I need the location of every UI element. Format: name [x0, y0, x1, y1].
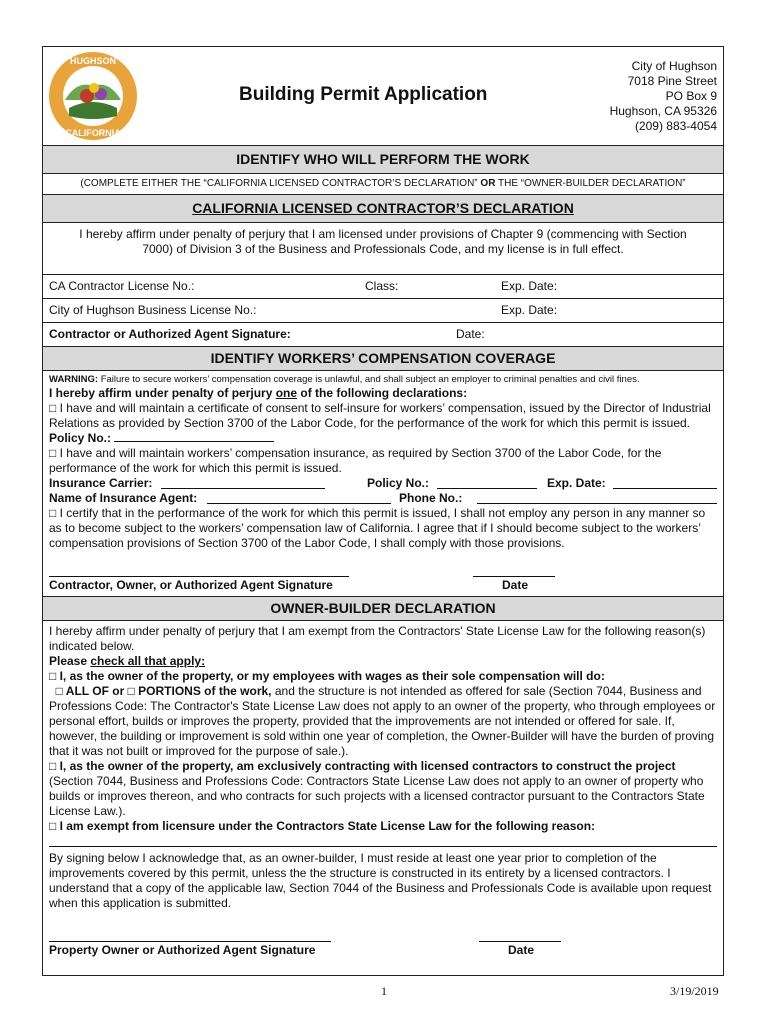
workers-comp-heading: IDENTIFY WORKERS’ COMPENSATION COVERAGE: [43, 347, 723, 371]
owner-affirmation: I hereby affirm under penalty of perjury that I am exempt from the Contractors' State License Law for the following reason(s) indicated below.: [49, 624, 706, 653]
affirm-text: of the following declarations:: [297, 386, 468, 400]
address-line: (209) 883-4054: [634, 119, 717, 133]
owner-builder-heading: OWNER-BUILDER DECLARATION: [43, 597, 723, 621]
contractor-heading: [43, 195, 723, 223]
check-instruction: [49, 654, 717, 669]
owner-acknowledgement: By signing below I acknowledge that, as an owner-builder, I must reside at least one year prior to completion of the improvements covered by this permit, unless the the structure is constructed in its entirety by a licensed contractors. I understand that a copy of the applicable law, Section 7044 of the Business and Professionals Code is available upon request when this application is submitted.: [49, 851, 712, 910]
license-row: [43, 275, 723, 299]
business-license-label: City of Hughson Business License No.:: [49, 303, 257, 317]
exp-date-label: Exp. Date:: [501, 279, 558, 293]
please-text: Please: [49, 654, 91, 668]
owner-option-all-portions[interactable]: [49, 684, 717, 759]
comp-signature-label: Contractor, Owner, or Authorized Agent Signature: [49, 578, 333, 592]
contractor-affirmation: I hereby affirm under penalty of perjury that I am licensed under provisions of Chapter 9 (commencing with Section 7000) of Division 3 of the Business and Professionals Code, and my license is in full effect.: [43, 223, 723, 275]
agent-field[interactable]: [207, 493, 391, 504]
city-seal-logo: [47, 50, 139, 142]
city-address: [610, 59, 717, 134]
instruction-or: OR: [480, 178, 496, 189]
policy-field[interactable]: [114, 431, 274, 442]
business-license-row: [43, 299, 723, 323]
exp-field[interactable]: [613, 478, 717, 489]
exp-date-label: Exp. Date:: [501, 303, 558, 317]
insurance-option[interactable]: □ I have and will maintain workers’ compensation insurance, as required by Section 3700 of the Labor Code, for the performance of the work for which this permit is issued.: [49, 446, 662, 475]
owner-option-exempt[interactable]: □ I am exempt from licensure under the Contractors State License Law for the following reason:: [49, 819, 596, 833]
license-label: CA Contractor License No.:: [49, 279, 195, 293]
instruction-text: (COMPLETE EITHER THE “CALIFORNIA LICENSED CONTRACTOR’S DECLARATION”: [80, 178, 481, 189]
owner-signature-label: Property Owner or Authorized Agent Signature: [49, 943, 316, 957]
phone-label: Phone No.:: [399, 491, 463, 505]
address-line: Hughson, CA 95326: [609, 104, 717, 118]
workers-comp-section: [43, 371, 723, 597]
form-header: [43, 47, 723, 146]
affirm-one: one: [275, 386, 298, 400]
owner-signature-line[interactable]: [49, 941, 331, 942]
owner-option-contracting[interactable]: [49, 759, 717, 819]
comp-affirmation: [49, 386, 717, 401]
owner-option-employees[interactable]: □ I, as the owner of the property, or my employees with wages as their sole compensation will do:: [49, 669, 605, 683]
address-line: PO Box 9: [665, 89, 717, 103]
exp-label: Exp. Date:: [547, 476, 606, 490]
self-insure-option[interactable]: □ I have and will maintain a certificate of consent to self-insure for workers’ compensation, issued by the Director of Industrial Relations as provided by Section 3700 of the Labor Code, for the performance of the work for which this permit is issued.: [49, 401, 711, 430]
svg-text:CALIFORNIA: CALIFORNIA: [65, 128, 121, 138]
instruction-text: THE “OWNER-BUILDER DECLARATION”: [495, 178, 686, 189]
revision-date: 3/19/2019: [670, 984, 719, 998]
owner-date-label: Date: [508, 943, 535, 957]
warning-label: WARNING:: [49, 374, 99, 385]
all-portions-label: □ ALL OF or □ PORTIONS of the work,: [55, 684, 272, 698]
agent-label: Name of Insurance Agent:: [49, 491, 198, 505]
carrier-label: Insurance Carrier:: [49, 476, 153, 490]
contractor-signature-label: Contractor or Authorized Agent Signature:: [49, 327, 291, 341]
comp-date-label: Date: [502, 578, 529, 592]
contracting-label: □ I, as the owner of the property, am exclusively contracting with licensed contractors to construct the project: [49, 759, 676, 773]
section-instruction: [43, 174, 723, 195]
affirm-text: I hereby affirm under penalty of perjury: [49, 386, 276, 400]
agent-row: [49, 491, 717, 506]
comp-signature-line[interactable]: [49, 576, 349, 577]
permit-form: [42, 46, 724, 976]
all-portions-text: and the structure is not intended as offered for sale (Section 7044, Business and Professions Code: The Contractor's State License Law does not apply to an owner of the property, who through employees or personal effort, builds or improves the property, provided that the improvements are not intended or offered for sale. If, however, the building or improvement is sold within one year of completion, the Owner-Builder will have the burden of proving that it was not built or improved for the purpose of sale.).: [49, 684, 716, 758]
check-all-text: check all that apply:: [90, 654, 206, 668]
owner-builder-section: [43, 621, 723, 961]
address-line: City of Hughson: [631, 59, 717, 73]
page-number: 1: [381, 984, 387, 998]
comp-date-line[interactable]: [473, 576, 555, 577]
section-heading-identify: IDENTIFY WHO WILL PERFORM THE WORK: [43, 146, 723, 174]
owner-signature-area: [49, 911, 717, 961]
warning-body: Failure to secure workers’ compensation coverage is unlawful, and shall subject an employer to criminal penalties and civil fines.: [98, 374, 640, 385]
contractor-signature-row[interactable]: [43, 323, 723, 347]
policy-label: Policy No.:: [49, 431, 112, 445]
form-title: Building Permit Application: [239, 84, 488, 105]
warning-text: [49, 373, 717, 386]
contractor-heading-text: CALIFORNIA LICENSED CONTRACTOR’S DECLARATION: [192, 200, 574, 216]
exempt-reason-field[interactable]: [49, 834, 717, 847]
no-employees-option[interactable]: □ I certify that in the performance of the work for which this permit is issued, I shall not employ any person in any manner so as to become subject to the workers’ compensation law of California. I agree that if I should become subject to the workers’ compensation provisions of Section 3700 of the Labor Code, I shall comply with those provisions.: [49, 506, 706, 550]
policy-row: [49, 431, 717, 446]
contractor-date-label: Date:: [456, 327, 485, 341]
carrier-field[interactable]: [161, 478, 325, 489]
class-label: Class:: [365, 279, 399, 293]
owner-date-line[interactable]: [479, 941, 561, 942]
policy-field-2[interactable]: [437, 478, 537, 489]
address-line: 7018 Pine Street: [627, 74, 717, 88]
carrier-row: [49, 476, 717, 491]
contracting-text: (Section 7044, Business and Professions Code: Contractors State License Law does not apply to an owner of property who builds or improves thereon, and who contracts for such projects with a licensed contractor pursuant to the Contractors State License Law.).: [49, 774, 705, 818]
svg-text:HUGHSON: HUGHSON: [69, 56, 117, 66]
policy-label-2: Policy No.:: [367, 476, 430, 490]
phone-field[interactable]: [477, 493, 717, 504]
